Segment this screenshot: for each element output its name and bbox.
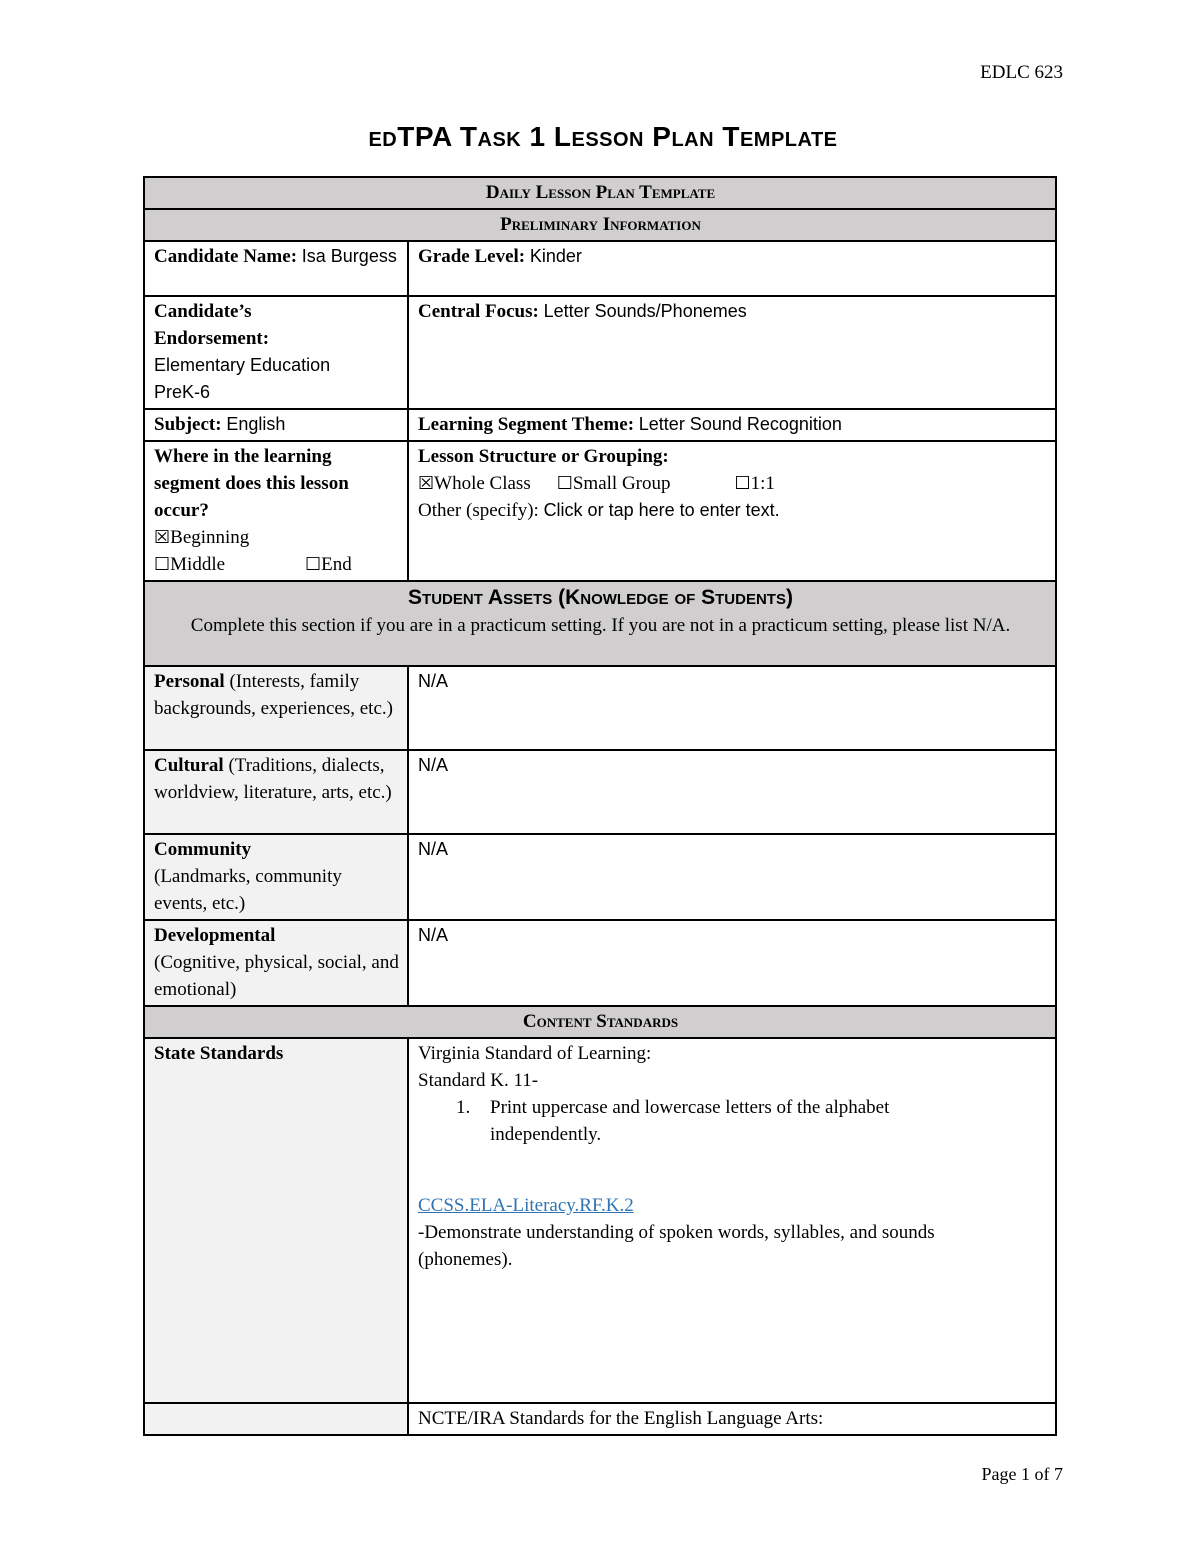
checkbox-one-to-one[interactable] [735,473,775,494]
central-focus-label: Central Focus: [418,300,539,322]
checkbox-small-group[interactable] [557,473,671,494]
ccss-standard-description: -Demonstrate understanding of spoken words, syllables, and sounds (phonemes). [418,1221,935,1270]
community-label-cell [144,834,408,920]
cultural-value-cell [408,750,1056,834]
lesson-structure-label: Lesson Structure or Grouping: [418,445,669,467]
checkbox-unchecked-icon: ☐ [305,553,322,575]
community-label-detail: (Landmarks, community events, etc.) [154,865,342,914]
table-row [144,750,1056,834]
ncte-heading-cell [408,1403,1056,1435]
ccss-standard-link[interactable]: CCSS.ELA-Literacy.RF.K.2 [418,1194,634,1216]
list-item [456,1094,1047,1148]
checkbox-one-to-one-label: 1:1 [750,472,775,494]
page-number: Page 1 of 7 [981,1463,1063,1484]
community-value-cell [408,834,1056,920]
section-header-preliminary-information: Preliminary Information [144,209,1056,241]
section-header-student-assets [144,581,1056,666]
table-row [144,834,1056,920]
checkbox-small-group-label: Small Group [572,472,671,494]
developmental-value: N/A [418,924,449,945]
lesson-plan-table [143,176,1057,1436]
student-assets-title: Student Assets (Knowledge of Students) [408,585,793,609]
section-header-content-standards: Content Standards [144,1006,1056,1038]
endorsement-label-line2: Endorsement: [154,327,270,349]
list-item-number: 1. [456,1096,471,1118]
table-row [144,666,1056,750]
other-specify-placeholder[interactable]: Click or tap here to enter text. [543,499,780,520]
checkbox-end-label: End [321,553,352,575]
where-in-segment-question: Where in the learning segment does this lesson occur? [154,445,349,521]
other-specify-label: Other (specify): [418,499,539,521]
table-row [144,920,1056,1006]
lesson-structure-cell [408,441,1056,581]
vsol-heading: Virginia Standard of Learning: [418,1042,652,1064]
developmental-label: Developmental [154,924,276,946]
checkbox-whole-class[interactable] [418,473,531,494]
where-in-segment-cell [144,441,408,581]
section-header-daily-lesson-plan: Daily Lesson Plan Template [144,177,1056,209]
ncte-label-cell-empty [144,1403,408,1435]
endorsement-value: Elementary Education PreK-6 [154,354,331,402]
checkbox-beginning[interactable] [154,527,249,548]
checkbox-checked-icon: ☒ [418,472,435,494]
community-label: Community [154,838,252,860]
endorsement-label-line1: Candidate’s [154,300,252,322]
segment-theme-value: Letter Sound Recognition [638,413,842,434]
candidate-name-value: Isa Burgess [301,245,397,266]
personal-label-detail: (Interests, family backgrounds, experiences, etc.) [154,670,393,719]
developmental-label-detail: (Cognitive, physical, social, and emotional) [154,951,399,1000]
grade-level-label: Grade Level: [418,245,526,267]
segment-theme-label: Learning Segment Theme: [418,413,635,435]
developmental-value-cell [408,920,1056,1006]
personal-value-cell [408,666,1056,750]
checkbox-beginning-label: Beginning [170,526,250,548]
subject-cell [144,409,408,441]
checkbox-unchecked-icon: ☐ [556,472,573,494]
standard-k11: Standard K. 11- [418,1069,539,1091]
state-standards-label: State Standards [154,1042,284,1064]
checkbox-whole-class-label: Whole Class [434,472,531,494]
subject-value: English [226,413,286,434]
central-focus-cell [408,296,1056,409]
course-code: EDLC 623 [980,62,1063,83]
segment-theme-cell [408,409,1056,441]
cultural-label-detail: (Traditions, dialects, worldview, literature, arts, etc.) [154,754,392,803]
cultural-label: Cultural [154,754,224,776]
state-standards-label-cell [144,1038,408,1403]
checkbox-middle-label: Middle [170,553,226,575]
checkbox-checked-icon: ☒ [154,526,171,548]
checkbox-middle[interactable] [154,554,225,575]
cultural-value: N/A [418,754,449,775]
personal-label: Personal [154,670,225,692]
personal-value: N/A [418,670,449,691]
candidate-name-label: Candidate Name: [154,245,298,267]
ncte-heading: NCTE/IRA Standards for the English Language Arts: [418,1407,824,1429]
list-item-text: Print uppercase and lowercase letters of the alphabet independently. [490,1096,890,1145]
checkbox-end[interactable] [305,554,352,575]
document-title: edTPA Task 1 Lesson Plan Template [368,120,838,152]
endorsement-cell [144,296,408,409]
cultural-label-cell [144,750,408,834]
state-standards-content-cell [408,1038,1056,1403]
personal-label-cell [144,666,408,750]
checkbox-unchecked-icon: ☐ [154,553,171,575]
checkbox-unchecked-icon: ☐ [734,472,751,494]
central-focus-value: Letter Sounds/Phonemes [543,300,747,321]
developmental-label-cell [144,920,408,1006]
grade-level-cell [408,241,1056,296]
subject-label: Subject: [154,413,222,435]
candidate-name-cell [144,241,408,296]
community-value: N/A [418,838,449,859]
student-assets-note: Complete this section if you are in a practicum setting. If you are not in a practicum setting, please list N/A. [190,614,1011,636]
grade-level-value: Kinder [529,245,582,266]
